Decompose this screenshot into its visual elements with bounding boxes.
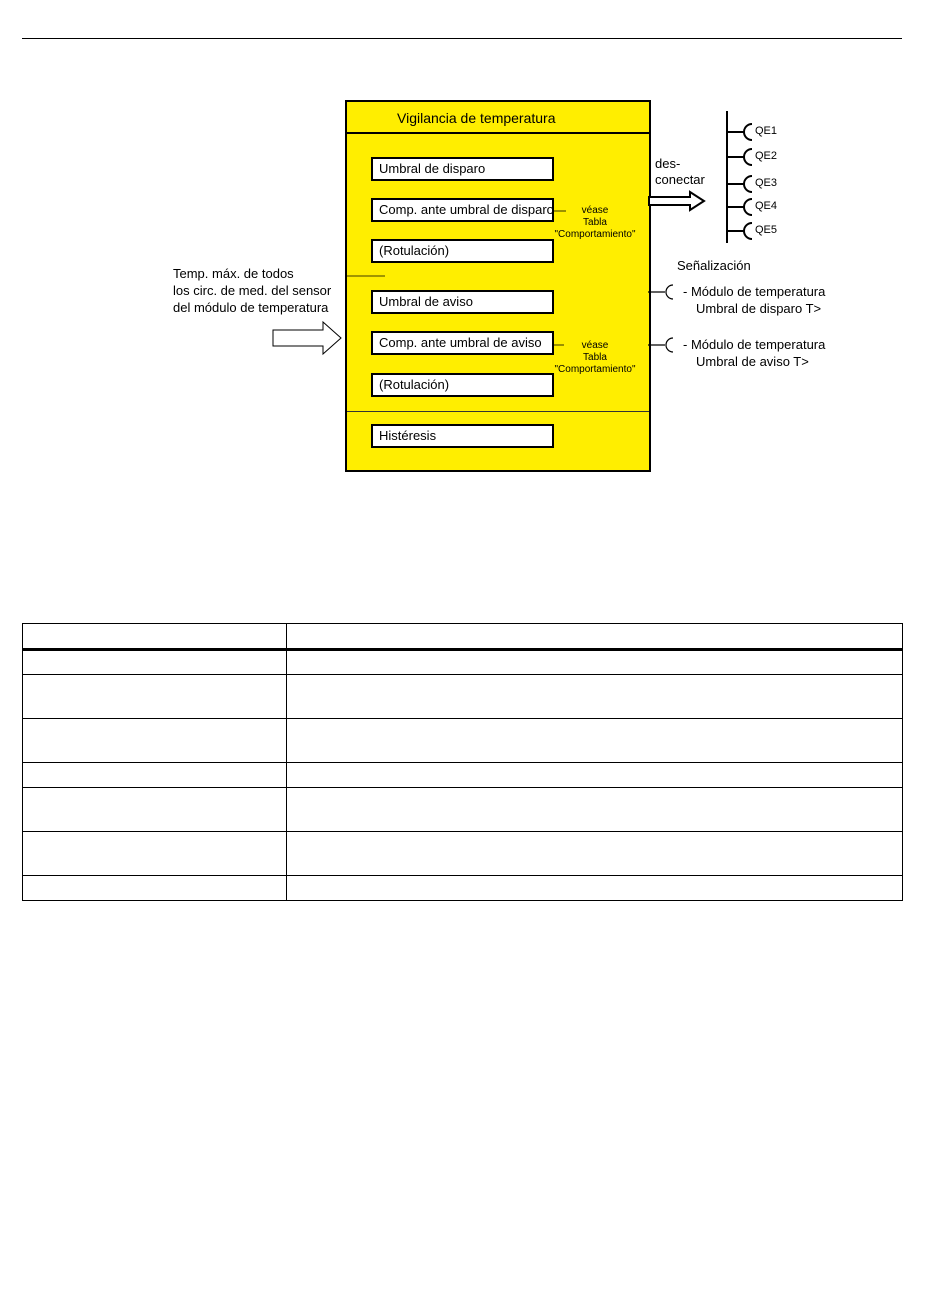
breaker-label: QE3 (755, 177, 778, 189)
table-row (23, 832, 903, 876)
table-cell (287, 876, 903, 901)
table-header-row (23, 624, 903, 650)
signal-contact-trip (648, 285, 673, 299)
table-cell (23, 650, 287, 675)
table-row (23, 719, 903, 763)
param-trip-labeling: (Rotulación) (371, 239, 554, 263)
table-cell (23, 832, 287, 876)
breaker-contact-qe2 (727, 149, 752, 165)
signal-contacts (648, 285, 673, 352)
table-row (23, 876, 903, 901)
breaker-contact-qe4 (727, 199, 752, 215)
table-cell (23, 675, 287, 719)
breaker-label: QE5 (755, 224, 778, 236)
breaker-label: QE4 (755, 200, 778, 212)
settings-table (22, 623, 903, 901)
param-trip-threshold: Umbral de disparo (371, 157, 554, 181)
param-warning-behavior: Comp. ante umbral de aviso (371, 331, 554, 355)
table-cell (23, 788, 287, 832)
table-row (23, 788, 903, 832)
breaker-contact-qe3 (727, 176, 752, 192)
signal-contact-warning (648, 338, 673, 352)
param-hysteresis: Histéresis (371, 424, 554, 448)
signal-warning: - Módulo de temperatura Umbral de aviso T> (683, 337, 826, 369)
param-warning-labeling: (Rotulación) (371, 373, 554, 397)
disconnect-label: des- conectar (655, 156, 705, 187)
table-row (23, 763, 903, 788)
breaker-label: QE2 (755, 150, 778, 162)
input-label: Temp. máx. de todos los circ. de med. del sensor del módulo de temperatura (173, 266, 332, 315)
table-cell (287, 763, 903, 788)
table-cell (287, 788, 903, 832)
table-cell (287, 650, 903, 675)
table-cell (23, 624, 287, 650)
table-cell (23, 876, 287, 901)
ref-note-warning: véase Tabla "Comportamiento" (554, 340, 636, 375)
disconnect-arrow (649, 192, 704, 210)
signal-title: Señalización (677, 258, 751, 273)
block-title: Vigilancia de temperatura (347, 102, 649, 134)
table-cell (23, 719, 287, 763)
breaker-label: QE1 (755, 125, 778, 137)
breaker-contact-qe1 (727, 124, 752, 140)
table-cell (287, 719, 903, 763)
table-row (23, 650, 903, 675)
table-row (23, 675, 903, 719)
table-cell (23, 763, 287, 788)
param-warning-threshold: Umbral de aviso (371, 290, 554, 314)
signal-trip: - Módulo de temperatura Umbral de disparo T> (683, 284, 826, 316)
input-arrow (273, 322, 341, 354)
table-cell (287, 624, 903, 650)
table-cell (287, 832, 903, 876)
ref-note-trip: véase Tabla "Comportamiento" (554, 205, 636, 240)
breaker-contact-qe5 (727, 223, 752, 239)
param-trip-behavior: Comp. ante umbral de disparo (371, 198, 554, 222)
breaker-contacts (727, 124, 752, 239)
table-cell (287, 675, 903, 719)
diagram-connectors (0, 0, 950, 520)
